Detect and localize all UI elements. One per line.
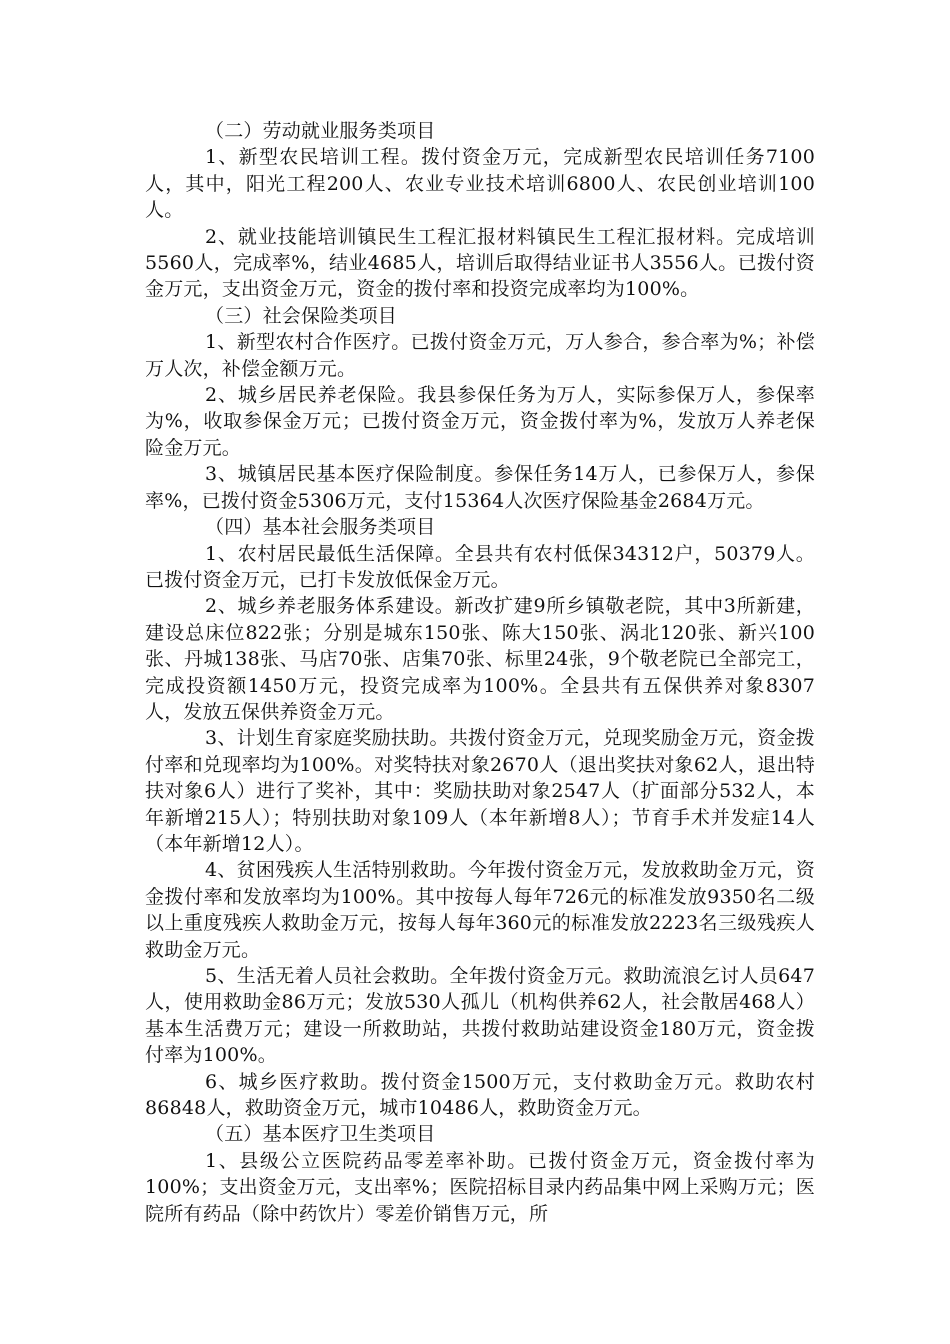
paragraph: 2、城乡养老服务体系建设。新改扩建9所乡镇敬老院，其中3所新建，建设总床位822张；分别是城东150张、陈大150张、涡北120张、新兴100张、丹城138张、马店70张、店集70张、标里24张，9个敬老院已全部完工，完成投资额1450万元，投资完成率为100%。全县共有五保供养对象8307人，发放五保供养资金万元。 xyxy=(145,595,815,723)
paragraph: 3、计划生育家庭奖励扶助。共拨付资金万元，兑现奖励金万元，资金拨付率和兑现率均为100%。对奖特扶对象2670人（退出奖扶对象62人，退出特扶对象6人）进行了奖补，其中：奖励扶助对象2547人（扩面部分532人，本年新增215人）；特别扶助对象109人（本年新增8人）；节育手术并发症14人（本年新增12人）。 xyxy=(145,727,815,855)
paragraph: 1、农村居民最低生活保障。全县共有农村低保34312户，50379人。已拨付资金万元，已打卡发放低保金万元。 xyxy=(145,542,815,591)
paragraph: 2、就业技能培训镇民生工程汇报材料镇民生工程汇报材料。完成培训5560人，完成率%，结业4685人，培训后取得结业证书人3556人。已拨付资金万元，支出资金万元，资金的拨付率和投资完成率均为100%。 xyxy=(145,225,815,301)
paragraph: 3、城镇居民基本医疗保险制度。参保任务14万人，已参保万人，参保率%，已拨付资金5306万元，支付15364人次医疗保险基金2684万元。 xyxy=(145,463,815,512)
paragraph: 5、生活无着人员社会救助。全年拨付资金万元。救助流浪乞讨人员647人，使用救助金86万元；发放530人孤儿（机构供养62人，社会散居468人）基本生活费万元；建设一所救助站，共拨付救助站建设资金180万元，资金拨付率为100%。 xyxy=(145,965,815,1067)
section-heading: （四）基本社会服务类项目 xyxy=(205,516,436,539)
section-heading: （五）基本医疗卫生类项目 xyxy=(205,1123,436,1146)
paragraph: 1、县级公立医院药品零差率补助。已拨付资金万元，资金拨付率为100%；支出资金万元，支出率%；医院招标目录内药品集中网上采购万元；医院所有药品（除中药饮片）零差价销售万元，所 xyxy=(145,1149,815,1225)
paragraph: 1、新型农村合作医疗。已拨付资金万元，万人参合，参合率为%；补偿万人次，补偿金额万元。 xyxy=(145,331,815,380)
paragraph: 6、城乡医疗救助。拨付资金1500万元，支付救助金万元。救助农村86848人，救助资金万元，城市10486人，救助资金万元。 xyxy=(145,1070,815,1120)
document-page xyxy=(145,118,815,1227)
section-heading: （二）劳动就业服务类项目 xyxy=(205,120,436,142)
paragraph: 2、城乡居民养老保险。我县参保任务为万人，实际参保万人，参保率为%，收取参保金万元；已拨付资金万元，资金拨付率为%，发放万人养老保险金万元。 xyxy=(145,384,815,459)
paragraph: 1、新型农民培训工程。拨付资金万元，完成新型农民培训任务7100人，其中，阳光工程200人、农业专业技术培训6800人、农民创业培训100人。 xyxy=(145,146,815,222)
paragraph: 4、贫困残疾人生活特别救助。今年拨付资金万元，发放救助金万元，资金拨付率和发放率均为100%。其中按每人每年726元的标准发放9350名二级以上重度残疾人救助金万元，按每人每年360元的标准发放2223名三级残疾人救助金万元。 xyxy=(145,859,815,961)
section-heading: （三）社会保险类项目 xyxy=(205,304,398,327)
